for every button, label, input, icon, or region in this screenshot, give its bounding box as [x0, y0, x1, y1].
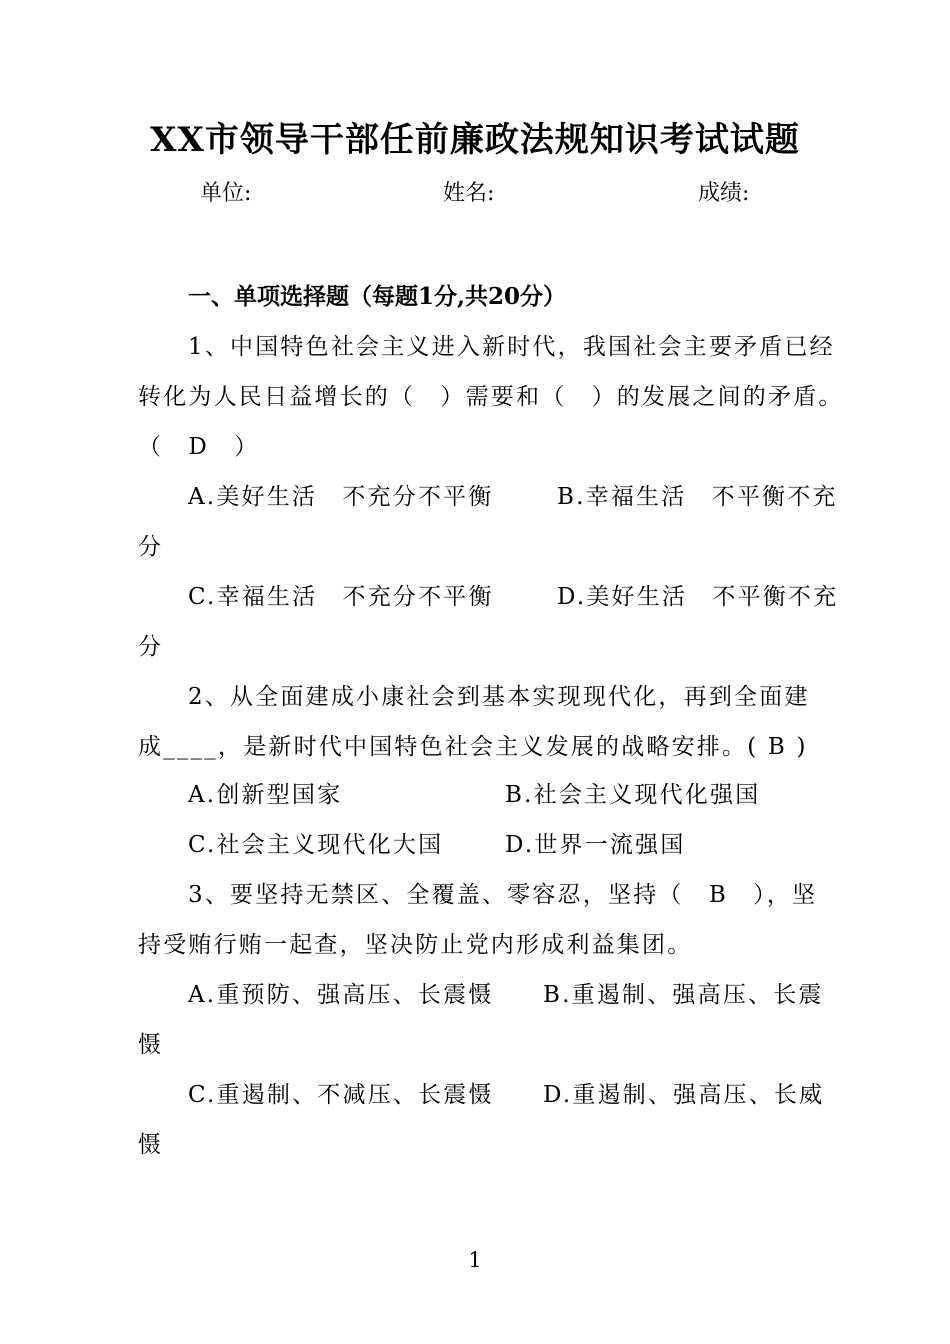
score-field-label: 成绩: — [698, 181, 750, 206]
question-stem-line: 持受贿行贿一起查，坚决防止党内形成利益集团。 — [138, 932, 693, 958]
option-d: D.重遏制、强高压、长威 — [543, 1082, 825, 1108]
option-c: C.重遏制、不减压、长震慑 — [188, 1082, 494, 1108]
option-b-wrap: 分 — [138, 534, 164, 560]
name-field-label: 姓名: — [443, 181, 495, 206]
question-stem-line: 1、中国特色社会主义进入新时代，我国社会主要矛盾已经 — [188, 334, 835, 360]
question-stem-line: 成____，是新时代中国特色社会主义发展的战略安排。( B ) — [138, 734, 808, 760]
page-number: 1 — [468, 1248, 482, 1272]
option-b-wrap: 慑 — [138, 1032, 164, 1058]
option-a: A.美好生活 不充分不平衡 — [188, 484, 494, 510]
question-stem-line: 转化为人民日益增长的（ ）需要和（ ）的发展之间的矛盾。 — [138, 384, 844, 410]
option-b: B.社会主义现代化强国 — [505, 782, 761, 808]
option-d: D.世界一流强国 — [505, 832, 686, 858]
question-stem-line: 3、要坚持无禁区、全覆盖、零容忍，坚持（ B ），坚 — [188, 882, 818, 908]
document-title: XX市领导干部任前廉政法规知识考试试题 — [150, 120, 800, 160]
option-d-wrap: 分 — [138, 634, 164, 660]
option-d-wrap: 慑 — [138, 1132, 164, 1158]
option-b: B.幸福生活 不平衡不充 — [557, 484, 838, 510]
option-a: A.重预防、强高压、长震慑 — [188, 982, 494, 1008]
section-heading: 一、单项选择题（每题1分,共20分） — [188, 283, 567, 310]
option-c: C.幸福生活 不充分不平衡 — [188, 584, 494, 610]
unit-field-label: 单位: — [200, 181, 252, 206]
option-c: C.社会主义现代化大国 — [188, 832, 444, 858]
option-b: B.重遏制、强高压、长震 — [543, 982, 824, 1008]
answer-line: （ D ） — [138, 434, 260, 460]
question-stem-line: 2、从全面建成小康社会到基本实现现代化，再到全面建 — [188, 684, 810, 710]
option-a: A.创新型国家 — [188, 782, 343, 808]
option-d: D.美好生活 不平衡不充 — [557, 584, 839, 610]
